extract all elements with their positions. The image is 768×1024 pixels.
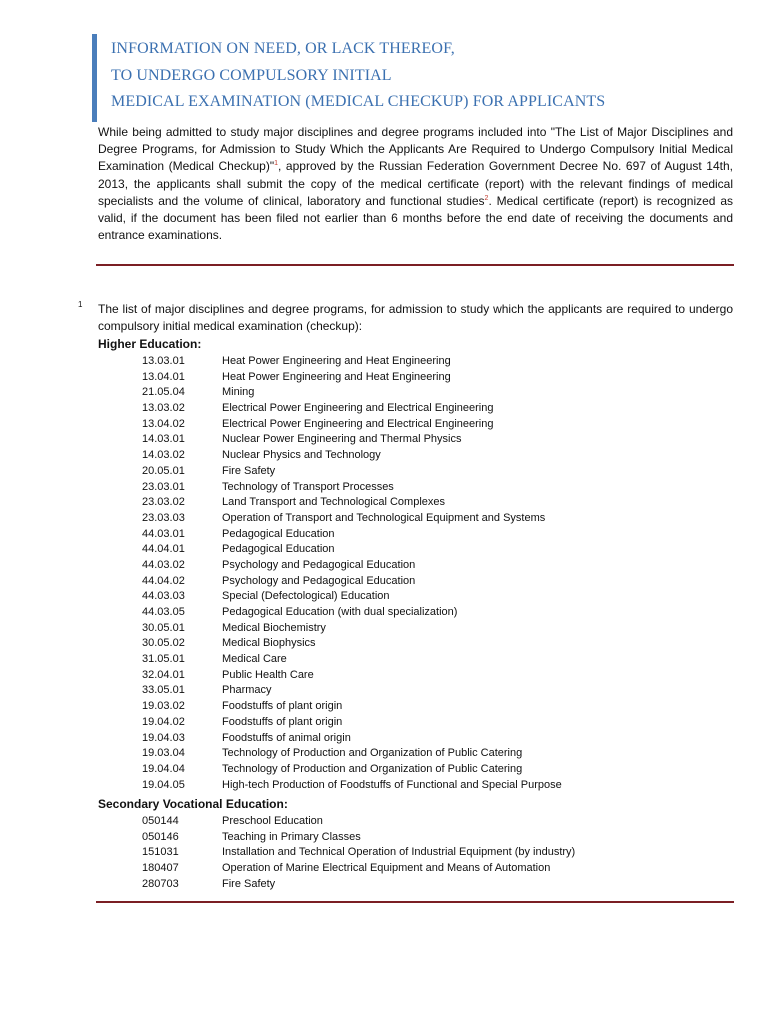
program-code: 30.05.02 [142,637,185,650]
program-name: Fire Safety [222,877,276,890]
list-item [142,542,742,558]
title-accent-bar [92,34,97,122]
program-name: Pedagogical Education (with dual specialization) [222,606,458,618]
footnote-text: The list of major disciplines and degree programs, for admission to study which the applicants are required to undergo compulsory initial medical examination (checkup): [98,302,733,333]
divider-top [96,264,734,266]
list-item [142,636,742,652]
program-code: 280703 [142,877,179,890]
list-item [142,432,742,448]
list-item [142,861,742,877]
list-item [142,845,742,861]
program-name: Heat Power Engineering and Heat Engineering [222,355,451,367]
program-code: 19.04.03 [142,731,185,744]
program-name: Technology of Production and Organization of Public Catering [222,762,523,775]
program-code: 050146 [142,830,179,843]
list-item [142,778,742,794]
program-name: Technology of Transport Processes [222,480,394,493]
program-code: 44.03.05 [142,606,185,618]
program-name: Heat Power Engineering and Heat Engineering [222,370,451,383]
program-code: 44.04.01 [142,543,185,556]
list-item [142,511,742,527]
footnote-mark: 1 [78,300,83,309]
secondary-education-heading: Secondary Vocational Education: [98,797,288,811]
program-code: 13.04.01 [142,370,185,383]
list-item [142,589,742,605]
program-name: Medical Biophysics [222,637,316,650]
list-item [142,354,742,370]
program-code: 19.03.02 [142,700,185,713]
program-name: Pharmacy [222,684,272,697]
list-item [142,746,742,762]
list-item [142,558,742,574]
program-name: Teaching in Primary Classes [222,830,361,843]
program-code: 21.05.04 [142,386,185,399]
program-name: Public Health Care [222,668,314,681]
program-name: Electrical Power Engineering and Electrical Engineering [222,417,494,430]
list-item [142,574,742,590]
divider-bottom [96,901,734,903]
higher-education-list [142,354,742,793]
higher-education-heading: Higher Education: [98,337,202,351]
list-item [142,370,742,386]
program-name: Installation and Technical Operation of Industrial Equipment (by industry) [222,846,576,859]
program-code: 33.05.01 [142,684,185,697]
list-item [142,683,742,699]
list-item [142,417,742,433]
program-name: Preschool Education [222,815,323,827]
program-name: Medical Care [222,653,287,666]
secondary-education-list [142,814,742,892]
list-item [142,480,742,496]
program-code: 23.03.02 [142,496,185,509]
program-code: 180407 [142,862,179,875]
program-code: 19.03.04 [142,747,185,760]
list-item [142,605,742,621]
program-name: Psychology and Pedagogical Education [222,574,416,587]
list-item [142,401,742,417]
program-name: Mining [222,386,255,399]
program-name: Technology of Production and Organization of Public Catering [222,747,523,760]
document-title [111,36,751,116]
intro-part-1: While being admitted to study major disciplines and degree programs included into "The List of Major Disciplines and Degree Programs, for Admission to Study Which the Applicants Are Required to Undergo Compulsory Initial Medical Examination (Medical Checkup)" [98,125,733,174]
program-code: 44.04.02 [142,574,185,587]
program-name: Medical Biochemistry [222,621,326,634]
program-name: Foodstuffs of plant origin [222,700,343,713]
program-code: 23.03.01 [142,480,185,493]
title-line-3: MEDICAL EXAMINATION (MEDICAL CHECKUP) FOR APPLICANTS [111,93,606,110]
list-item [142,731,742,747]
program-name: Electrical Power Engineering and Electrical Engineering [222,402,494,415]
program-code: 44.03.01 [142,527,185,540]
program-name: Nuclear Physics and Technology [222,449,381,462]
title-line-1: INFORMATION ON NEED, OR LACK THEREOF, [111,40,455,57]
program-name: Land Transport and Technological Complexes [222,496,445,509]
intro-part-2: , approved by the Russian Federation Government Decree No. 697 of August 14th, 2013, the applicants shall submit the copy of the medical certificate (report) with the relevant findings of medical specialists and the volume of clinical, laboratory and functional studies [98,159,733,208]
list-item [142,762,742,778]
list-item [142,495,742,511]
list-item [142,385,742,401]
program-code: 44.03.03 [142,590,185,603]
program-code: 19.04.04 [142,762,185,775]
list-item [142,448,742,464]
program-code: 151031 [142,846,179,859]
program-code: 30.05.01 [142,621,185,634]
program-name: Pedagogical Education [222,543,335,556]
list-item [142,621,742,637]
program-code: 23.03.03 [142,511,185,524]
program-name: Operation of Marine Electrical Equipment and Means of Automation [222,862,551,875]
program-name: Nuclear Power Engineering and Thermal Physics [222,433,462,446]
program-code: 13.04.02 [142,417,185,430]
program-name: Special (Defectological) Education [222,590,390,603]
program-name: Fire Safety [222,464,276,477]
program-code: 20.05.01 [142,464,185,477]
list-item [142,814,742,830]
list-item [142,877,742,893]
footnote-ref-2[interactable]: 2 [484,194,489,202]
list-item [142,715,742,731]
program-code: 14.03.02 [142,449,185,462]
list-item [142,464,742,480]
footnote-ref-1[interactable]: 1 [274,160,279,168]
program-name: Foodstuffs of animal origin [222,731,351,744]
list-item [142,652,742,668]
list-item [142,699,742,715]
intro-paragraph [98,124,733,244]
title-line-2: TO UNDERGO COMPULSORY INITIAL [111,66,392,84]
intro-part-3: . Medical certificate (report) is recognized as valid, if the document has been filed not earlier than 6 months before the end date of receiving the documents and entrance examinations. [98,193,733,243]
program-name: Foodstuffs of plant origin [222,715,343,728]
program-code: 44.03.02 [142,558,185,571]
program-code: 31.05.01 [142,653,185,666]
program-code: 32.04.01 [142,668,185,681]
list-item [142,527,742,543]
program-code: 050144 [142,815,179,827]
program-code: 13.03.02 [142,402,185,415]
program-name: High-tech Production of Foodstuffs of Functional and Special Purpose [222,778,562,791]
program-code: 13.03.01 [142,355,185,367]
list-item [142,668,742,684]
program-code: 14.03.01 [142,433,185,446]
program-name: Pedagogical Education [222,527,335,540]
program-name: Psychology and Pedagogical Education [222,558,416,571]
program-code: 19.04.02 [142,715,185,728]
program-name: Operation of Transport and Technological Equipment and Systems [222,511,546,524]
list-item [142,830,742,846]
program-code: 19.04.05 [142,778,185,791]
